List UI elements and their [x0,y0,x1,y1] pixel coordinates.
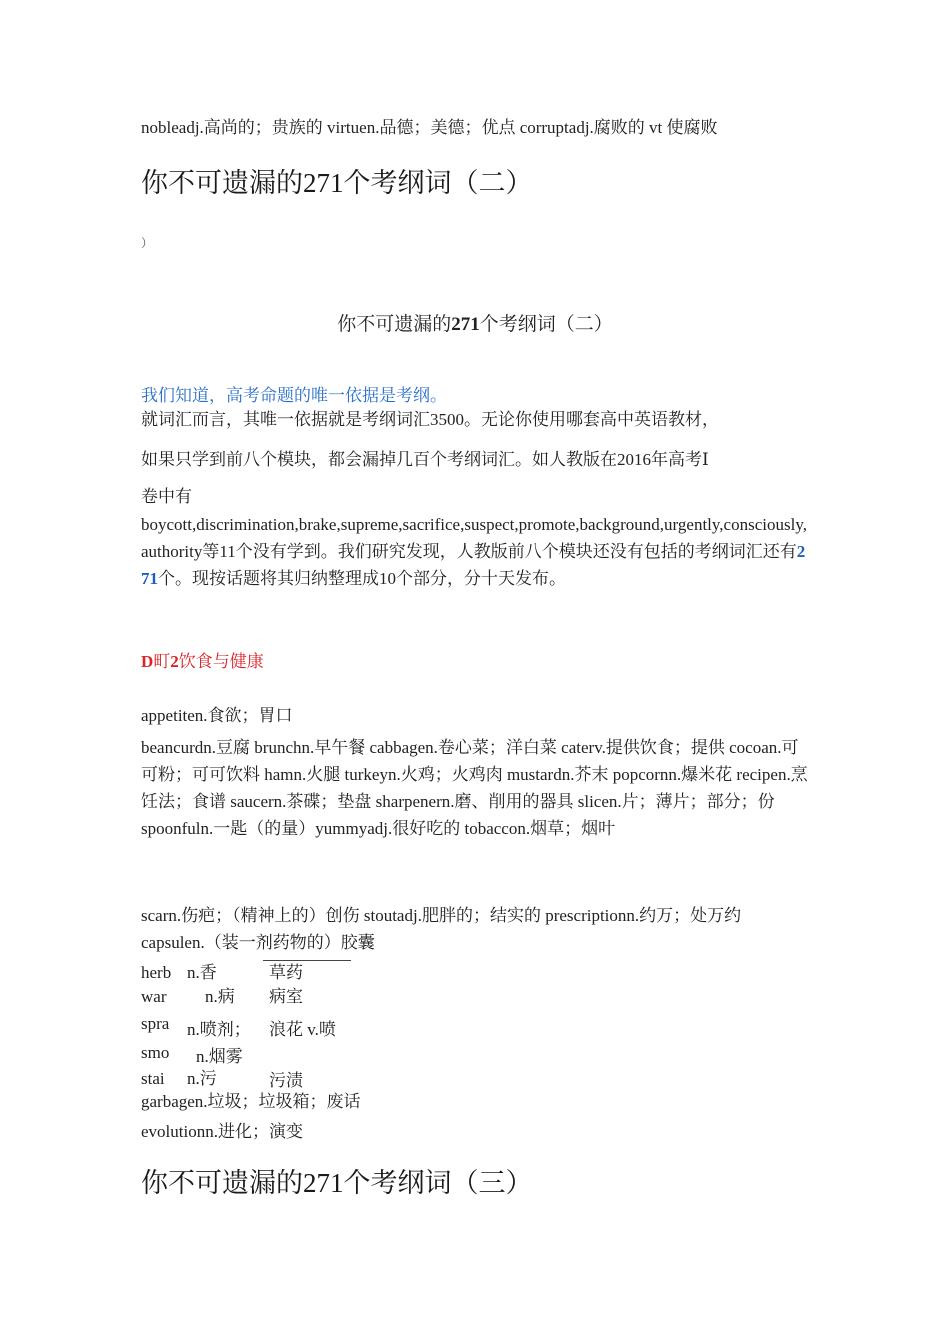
word-row-meaning: 草药 [269,963,303,982]
vocab-appetite: appetiten.食欲；胃口 [141,706,293,725]
word-row-pos: n.香 [187,963,217,982]
intro-paragraph [141,511,809,592]
topic-heading-d: D [141,652,154,671]
word-row-word: spra [141,1014,170,1033]
article-title-after: 个考纲词（二） [479,314,613,335]
topic-heading-title: 饮食与健康 [178,652,264,671]
word-row-pos: n.病 [205,987,235,1006]
word-row-pos: n.污 [187,1069,217,1088]
topic-heading-num: 2 [170,652,179,671]
intro-blue-line: 我们知道，高考命题的唯一依据是考纲。 [141,386,447,405]
word-row-pos: n.烟雾 [196,1047,243,1066]
article-title-number: 271 [451,314,480,335]
topic-heading-ding: 町 [153,652,171,671]
intro-paragraph-number: 271 [141,542,806,588]
word-row-pos: n.喷剂； [187,1020,251,1039]
vocab-health-list: scarn.伤疤；（精神上的）创伤 stoutadj.肥胖的；结实的 prescriptionn.约万；处万约 capsulen.（装一剂药物的）胶囊 [141,906,742,952]
article-title [0,312,950,338]
section-heading-3: 你不可遗漏的271个考纲词（三） [141,1168,533,1198]
article-title-before: 你不可遗漏的 [337,314,452,335]
word-row-word: stai [141,1069,165,1088]
vocab-line-noble: nobleadj.高尚的；贵族的 virtuen.品德；美德；优点 corruptadj.腐败的 vt 使腐败 [141,118,718,137]
stray-parenthesis: ） [141,236,154,250]
word-row-meaning: 浪花 v.喷 [269,1020,336,1039]
divider-rule [263,960,351,961]
word-row-word: herb [141,963,172,982]
intro-paragraph-before: boycott,discrimination,brake,supreme,sacrifice,suspect,promote,background,urgently,consciously,authority等11个没有学到。我们研究发现，人教版前八个模块还没有包括的考纲词汇还有 [141,515,807,561]
word-row-word: smo [141,1043,170,1062]
vocab-evolution: evolutionn.进化；演变 [141,1122,303,1141]
intro-para-line1: 就词汇而言，其唯一依据就是考纲词汇3500。无论你使用哪套高中英语教材， [141,410,719,429]
intro-para-line3: 卷中有 [141,487,192,506]
intro-para-line2: 如果只学到前八个模块，都会漏掉几百个考纲词汇。如人教版在2016年高考Ⅰ [141,450,709,469]
word-row-meaning: 病室 [269,987,303,1006]
topic-heading [141,648,264,675]
vocab-food-list: beancurdn.豆腐 brunchn.早午餐 cabbagen.卷心菜；洋白菜 caterv.提供饮食；提供 cocoan.可可粉；可可饮料 hamn.火腿 turkeyn.火鸡；火鸡肉 mustardn.芥末 popcornn.爆米花 recipen.烹饪法；食谱 saucern.茶碟；垫盘 sharpenern.磨、削用的器具 slicen.片；薄片；部分；份 spoonfuln.一匙（的量）yummyadj.很好吃的 tobaccon.烟草；烟叶 [141,738,808,838]
section-heading-2: 你不可遗漏的271个考纲词（二） [141,168,533,198]
word-row-meaning: 污渍 [269,1071,303,1090]
word-row-word: war [141,987,167,1006]
vocab-garbage: garbagen.垃圾；垃圾箱；废话 [141,1092,361,1111]
intro-paragraph-after: 个。现按话题将其归纳整理成10个部分，分十天发布。 [158,569,566,588]
